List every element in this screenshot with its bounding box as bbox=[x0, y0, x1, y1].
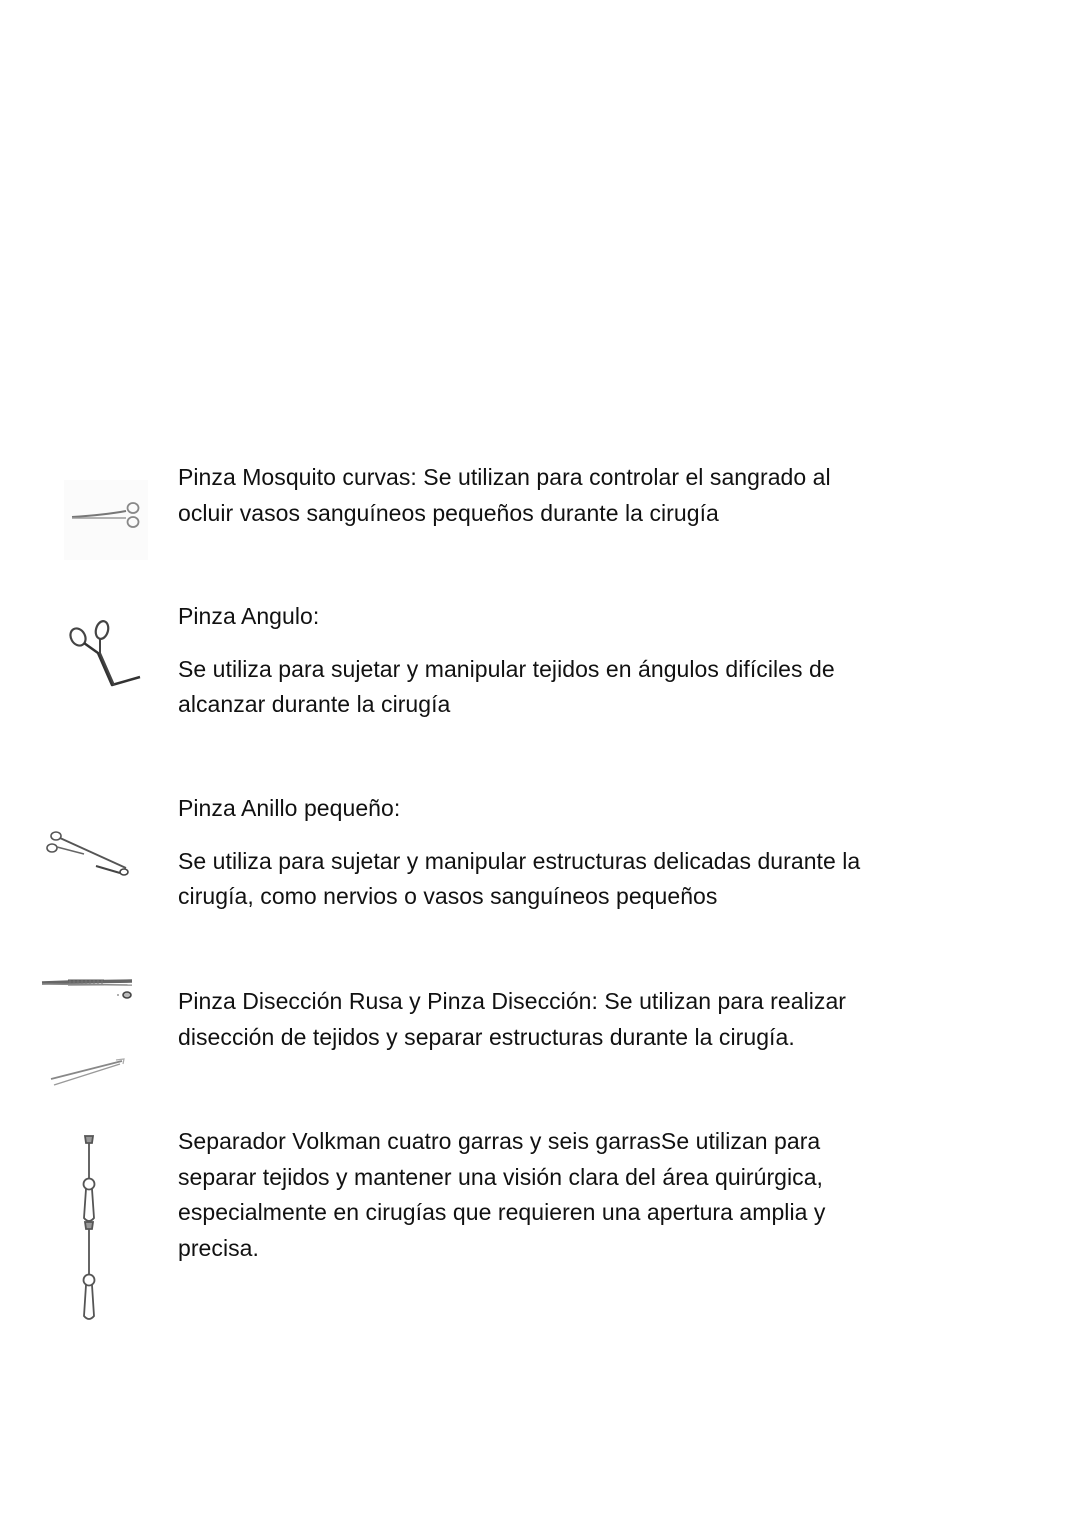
dissection-forceps-icon bbox=[48, 1055, 128, 1090]
russian-dissection-forceps-icon bbox=[40, 972, 140, 1002]
angle-forceps-icon bbox=[64, 615, 148, 695]
description-line: separar tejidos y mantener una visión clara del área quirúrgica, bbox=[178, 1163, 823, 1190]
entry-text bbox=[178, 599, 918, 723]
entry-text bbox=[178, 984, 918, 1055]
description-line: Pinza Mosquito curvas: Se utilizan para controlar el sangrado al bbox=[178, 464, 831, 490]
entry-text bbox=[178, 1124, 918, 1266]
instrument-title: Pinza Angulo: bbox=[178, 603, 320, 629]
description-line: especialmente en cirugías que requieren una apertura amplia y bbox=[178, 1199, 826, 1225]
description-line: precisa. bbox=[178, 1234, 259, 1261]
entry-text bbox=[178, 791, 918, 915]
description-line: disección de tejidos y separar estructuras durante la cirugía. bbox=[178, 1023, 795, 1050]
volkman-retractor-icon bbox=[76, 1134, 102, 1324]
description-line: Se utiliza para sujetar y manipular tejidos en ángulos difíciles de bbox=[178, 655, 835, 682]
description-line: Se utiliza para sujetar y manipular estructuras delicadas durante la bbox=[178, 847, 861, 874]
description-line: ocluir vasos sanguíneos pequeños durante la cirugía bbox=[178, 499, 719, 526]
instrument-title: Pinza Anillo pequeño: bbox=[178, 795, 401, 821]
entry-text bbox=[178, 460, 918, 531]
description-line: Separador Volkman cuatro garras y seis garrasSe utilizan para bbox=[178, 1128, 821, 1154]
description-line: Pinza Disección Rusa y Pinza Disección: Se utilizan para realizar bbox=[178, 988, 846, 1014]
small-ring-forceps-icon bbox=[44, 830, 134, 880]
curved-mosquito-forceps-icon bbox=[64, 480, 148, 560]
description-line: alcanzar durante la cirugía bbox=[178, 691, 451, 717]
description-line: cirugía, como nervios o vasos sanguíneos pequeños bbox=[178, 883, 718, 909]
